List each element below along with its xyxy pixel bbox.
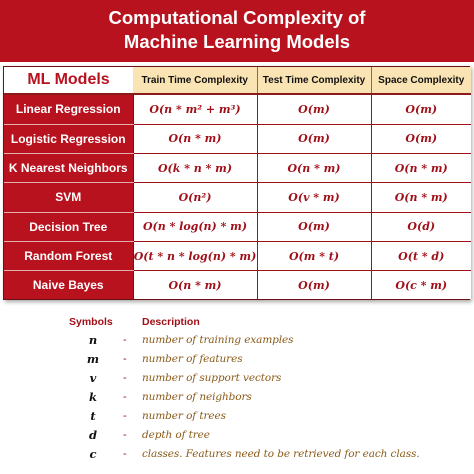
table-row: [4, 124, 471, 153]
complexity-table: [3, 66, 470, 300]
legend-symbol: k: [89, 390, 97, 404]
train-complexity: O(t * n * log(n) * m): [133, 241, 257, 270]
header-train-time: Train Time Complexity: [133, 67, 257, 94]
legend-item: [0, 388, 474, 407]
header-test-time: Test Time Complexity: [257, 67, 371, 94]
legend-symbol: n: [88, 333, 98, 347]
model-name: Linear Regression: [4, 94, 133, 124]
test-complexity: O(v * m): [257, 183, 371, 212]
legend-item: [0, 426, 474, 445]
legend-symbol: d: [88, 428, 98, 442]
table-row: [4, 212, 471, 241]
title-line-2: Machine Learning Models: [123, 31, 351, 52]
symbols-heading: Symbols: [69, 316, 113, 328]
legend-symbol: m: [86, 352, 100, 366]
train-complexity: O(k * n * m): [133, 154, 257, 183]
train-complexity: O(n * m): [133, 271, 257, 299]
legend-description: classes. Features need to be retrieved for each class.: [142, 448, 420, 460]
legend-item: [0, 445, 474, 464]
space-complexity: O(n * m): [371, 154, 471, 183]
legend-item: [0, 331, 474, 350]
table-row: [4, 183, 471, 212]
test-complexity: O(m): [257, 94, 371, 124]
legend-dash: -: [123, 391, 127, 403]
legend-item: [0, 407, 474, 426]
model-name: Logistic Regression: [4, 124, 133, 153]
title-line-1: Computational Complexity of: [108, 7, 366, 28]
test-complexity: O(n * m): [257, 154, 371, 183]
train-complexity: O(n * m² + m³): [133, 94, 257, 124]
model-name: Decision Tree: [4, 212, 133, 241]
space-complexity: O(t * d): [371, 241, 471, 270]
space-complexity: O(d): [371, 212, 471, 241]
space-complexity: O(c * m): [371, 271, 471, 299]
model-name: SVM: [4, 183, 133, 212]
table-row: [4, 154, 471, 183]
table-header-row: [4, 67, 471, 94]
test-complexity: O(m): [257, 124, 371, 153]
legend-dash: -: [123, 429, 127, 441]
legend-item: [0, 350, 474, 369]
description-heading: Description: [142, 316, 200, 328]
table-row: [4, 241, 471, 270]
legend-dash: -: [123, 353, 127, 365]
legend-description: number of features: [142, 353, 243, 365]
test-complexity: O(m): [257, 212, 371, 241]
title-banner: [0, 0, 474, 62]
legend-description: number of neighbors: [142, 391, 252, 403]
legend-description: number of support vectors: [142, 372, 282, 384]
train-complexity: O(n²): [133, 183, 257, 212]
space-complexity: O(m): [371, 124, 471, 153]
legend-dash: -: [123, 448, 127, 460]
train-complexity: O(n * log(n) * m): [133, 212, 257, 241]
table-row: [4, 271, 471, 299]
table-row: [4, 94, 471, 124]
space-complexity: O(m): [371, 94, 471, 124]
model-name: Random Forest: [4, 241, 133, 270]
legend-symbol: t: [90, 409, 96, 423]
legend-item: [0, 369, 474, 388]
legend-description: number of trees: [142, 410, 226, 422]
legend-dash: -: [123, 334, 127, 346]
test-complexity: O(m): [257, 271, 371, 299]
header-ml-models: ML Models: [4, 67, 133, 94]
model-name: K Nearest Neighbors: [4, 154, 133, 183]
legend-dash: -: [123, 372, 127, 384]
legend-dash: -: [123, 410, 127, 422]
legend-symbol: v: [89, 371, 97, 385]
test-complexity: O(m * t): [257, 241, 371, 270]
legend-description: depth of tree: [142, 429, 210, 441]
header-space: Space Complexity: [371, 67, 471, 94]
train-complexity: O(n * m): [133, 124, 257, 153]
model-name: Naive Bayes: [4, 271, 133, 299]
space-complexity: O(n * m): [371, 183, 471, 212]
legend-description: number of training examples: [142, 334, 294, 346]
legend-symbol: c: [89, 447, 97, 461]
